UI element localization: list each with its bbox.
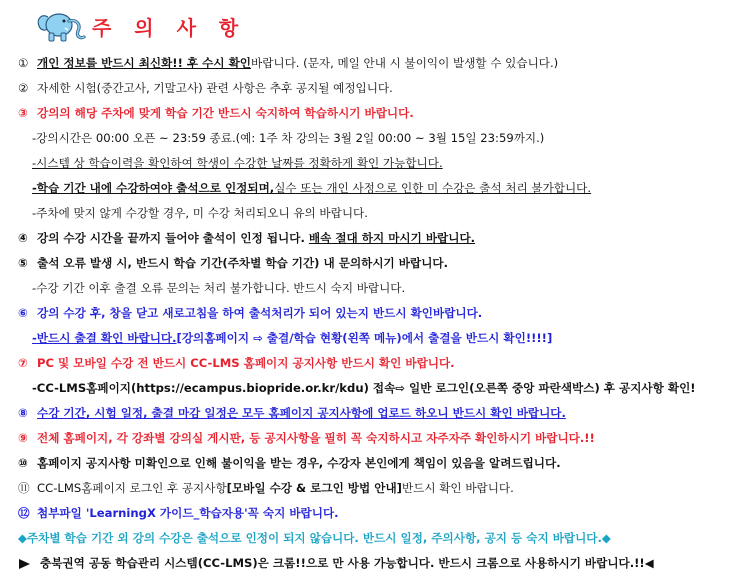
item-text: 실수 또는 개인 사정으로 인한 미 수강은 출석 처리 불가합니다. [274,181,592,196]
item-number: ⑥ [18,306,28,321]
item-text: 전체 홈페이지, 각 강좌별 강의실 게시판, 등 공지사항을 필히 꼭 숙지하시고 자주자주 확인하시기 바랍니다.!! [37,431,595,446]
notice-item-8 [18,402,728,426]
item-number: ② [18,81,29,96]
item-text: 강의 수강 후, 창을 닫고 새로고침을 하여 출석처리가 되어 있는지 반드시 확인바랍니다. [37,306,483,321]
notice-subitem [32,152,728,176]
item-text: 충북권역 공동 학습관리 시스템(CC-LMS)은 크롬!!으로 만 사용 가능합니다. 반드시 크롬으로 사용하시기 바랍니다.!!◀ [40,556,654,571]
item-number: ① [18,56,29,71]
item-text: 홈페이지 공지사항 미확인으로 인해 불이익을 받는 경우, 수강자 본인에게 책임이 있음을 알려드립니다. [37,456,561,471]
item-number: ⑫ [18,506,30,521]
schedule-notice [18,527,728,551]
notice-subitem [32,277,728,301]
item-text-emphasis: 배속 절대 하지 마시기 바랍니다. [308,231,476,246]
item-number: ⑤ [18,256,28,271]
notice-title: 주 의 사 항 [92,15,247,40]
item-text: 반드시 확인 바랍니다. [401,481,514,496]
item-text: 자세한 시험(중간고사, 기말고사) 관련 사항은 추후 공지될 예정입니다. [37,81,393,96]
notice-item-5 [18,252,728,276]
notice-subitem [32,377,728,401]
item-text: -주차에 맞지 않게 수강할 경우, 미 수강 처리되오니 유의 바랍니다. [32,206,368,221]
item-number: ⑩ [18,456,28,471]
notice-item-7 [18,352,728,376]
notice-item-9 [18,427,728,451]
browser-notice [18,552,728,576]
item-number: ⑨ [18,431,28,446]
item-text-emphasis: -반드시 출결 확인 바랍니다. [32,331,177,346]
notice-subitem [32,127,728,151]
item-text: PC 및 모바일 수강 전 반드시 CC-LMS 홈페이지 공지사항 반드시 확인 바랍니다. [37,356,455,371]
notice-item-11 [18,477,728,501]
notice-item-2 [18,77,728,101]
notice-header [34,6,246,46]
notice-subitem [32,202,728,226]
item-text: ◆주차별 학습 기간 외 강의 수강은 출석으로 인정이 되지 않습니다. 반드시 일정, 주의사항, 공지 등 숙지 바랍니다.◆ [18,531,611,546]
notice-item-6 [18,302,728,326]
item-text: 바랍니다. (문자, 메일 안내 시 불이익이 발생할 수 있습니다.) [251,56,559,71]
item-text: -CC-LMS홈페이지(https://ecampus.biopride.or.kr/kdu) 접속⇨ 일반 로그인(오른쪽 중앙 파란색박스) 후 공지사항 확인! [32,381,696,396]
item-number: ④ [18,231,28,246]
item-number: ⑧ [18,406,28,421]
notice-item-12 [18,502,728,526]
item-number: ⑦ [18,356,28,371]
item-text: 출석 오류 발생 시, 반드시 학습 기간(주차별 학습 기간) 내 문의하시기 바랍니다. [37,256,448,271]
item-text: 첨부파일 'LearningX 가이드_학습자용'꼭 숙지 바랍니다. [37,506,339,521]
item-text: 수강 기간, 시험 일정, 출결 마감 일정은 모두 홈페이지 공지사항에 업로드 하오니 반드시 확인 바랍니다. [37,406,566,421]
item-text: -시스템 상 학습이력을 확인하여 학생이 수강한 날짜를 정확하게 확인 가능합니다. [32,156,443,171]
notice-item-3 [18,102,728,126]
elephant-icon [34,9,86,43]
notice-item-10 [18,452,728,476]
item-text: [강의홈페이지 ⇨ 출결/학습 현황(왼쪽 메뉴)에서 출결을 반드시 확인!!!!] [176,331,553,346]
item-text: 강의 수강 시간을 끝까지 들어야 출석이 인정 됩니다. [37,231,305,246]
item-text-emphasis: [모바일 수강 & 로그인 방법 안내] [226,481,402,496]
notice-subitem [32,177,728,201]
item-text-emphasis: 개인 정보를 반드시 최신화!! 후 수시 확인 [37,56,251,71]
item-text: -강의시간은 00:00 오픈 ~ 23:59 종료.(예: 1주 차 강의는 3월 2일 00:00 ~ 3월 15일 23:59까지.) [32,131,545,146]
arrow-right-icon [18,558,32,570]
item-text: -수강 기간 이후 출결 오류 문의는 처리 불가합니다. 반드시 숙지 바랍니다. [32,281,406,296]
item-text-emphasis: -학습 기간 내에 수강하여야 출석으로 인정되며, [32,181,275,196]
notice-subitem [32,327,728,351]
item-number: ⑪ [18,481,30,496]
notice-item-4 [18,227,728,251]
item-text: 강의의 해당 주차에 맞게 학습 기간 반드시 숙지하여 학습하시기 바랍니다. [37,106,414,121]
notice-item-1 [18,52,728,76]
item-number: ③ [18,106,28,121]
item-text: CC-LMS홈페이지 로그인 후 공지사항 [37,481,227,496]
